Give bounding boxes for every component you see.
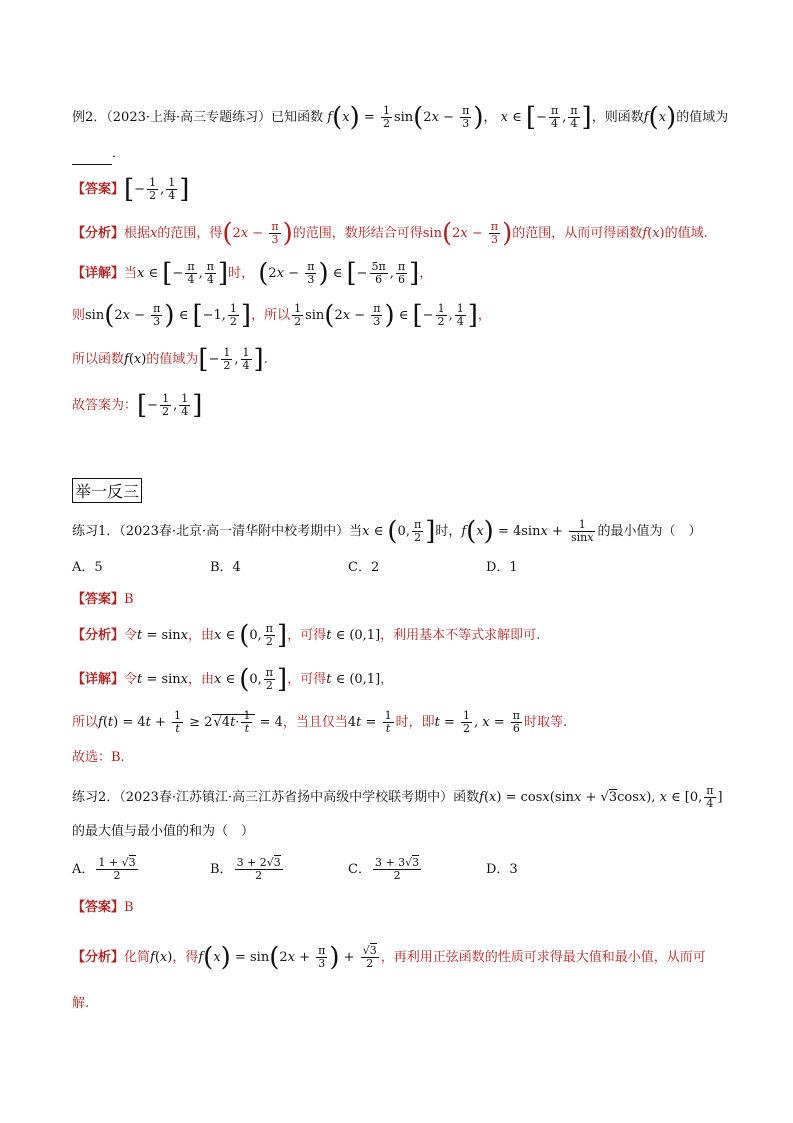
detail2-line2: 所以f(t) = 4t + $\frac{1}{t}$ ≥ 2√4t· $\frac{1}{t}$ = 4，当且仅当4t = $\frac{1}{t}$ 时，即t = $\frac{1}{2}$ , x = $\frac{\pi}{6}$ 时取等.	[72, 709, 568, 735]
detail1-line1: 【详解】当x ∈ [− $\frac{\pi}{4}$ , $\frac{\pi}{4}$ ]时， (2x − $\frac{\pi}{3}$ ) ∈ [− $\frac{5\pi}{6}$ , $\frac{\pi}{6}$ ]，	[72, 258, 433, 289]
answer-blank-line: ．	[72, 143, 733, 165]
exercise2-options	[72, 857, 733, 882]
example-label: 例2．	[72, 110, 107, 125]
detail2-line3: 故选：B.	[72, 750, 125, 765]
answer-blank	[72, 150, 112, 165]
analysis1-line: 【分析】根据x的范围，得(2x − $\frac{\pi}{3}$ )的范围，数形结合可得sin(2x − $\frac{\pi}{3}$ )的范围，从而可得函数f(x)的值域.	[72, 218, 708, 249]
exercise-label: 练习1．	[72, 524, 120, 539]
source-note: （2023春·北京·高一清华附中校考期中）	[119, 524, 350, 539]
option-d[interactable]: D．3	[486, 862, 518, 877]
detail-tag: 【详解】	[72, 672, 125, 687]
detail1-line4: 故答案为：[− $\frac{1}{2}$ , $\frac{1}{4}$ ]	[72, 390, 203, 421]
exercise2-line2: 的最大值与最小值的和为（ ）	[72, 824, 255, 839]
exercise2-line1: 练习2．（2023春·江苏镇江·高三江苏省扬中高级中学校联考期中）函数f(x) = cosx(sinx + √3cosx), x ∈ [0, $\frac{\pi}{4}$ ]	[72, 784, 723, 810]
option-d[interactable]: D．1	[486, 560, 518, 575]
option-b[interactable]: B． $\frac{3 + 2√3}{2}$	[210, 856, 281, 882]
option-c[interactable]: C．2	[348, 560, 380, 575]
exercise1-options	[72, 557, 733, 579]
analysis-tag: 【分析】	[72, 628, 125, 643]
option-a[interactable]: A． $\frac{1 + √3}{2}$	[72, 856, 136, 882]
answer-tag: 【答案】	[72, 900, 125, 915]
detail-tag: 【详解】	[72, 266, 125, 281]
example2-line: 例2．（2023·上海·高三专题练习）已知函数 f(x) = $\frac{1}{2}$ sin(2x − $\frac{\pi}{3}$ )， x ∈ [− $\frac{\pi}{4}$ , $\frac{\pi}{4}$ ]，则函数f(x)的值域为	[72, 102, 729, 133]
section-title: 举一反三	[72, 478, 142, 503]
option-a[interactable]: A．5	[72, 560, 103, 575]
option-b[interactable]: B．4	[210, 560, 241, 575]
analysis3-line1: 【分析】化简f(x)，得f(x) = sin(2x + $\frac{\pi}{3}$ ) + $\frac{√3}{2}$ ，再利用正弦函数的性质可求得最大值和最小值，从而可	[72, 942, 706, 973]
answer3-line: 【答案】B	[72, 900, 134, 915]
analysis3-line2: 解.	[72, 996, 90, 1011]
answer-tag: 【答案】	[72, 592, 125, 607]
analysis-tag: 【分析】	[72, 226, 125, 241]
analysis-tag: 【分析】	[72, 950, 125, 965]
detail1-line3: 所以函数f(x)的值域为[− $\frac{1}{2}$ , $\frac{1}{4}$ ].	[72, 344, 268, 375]
exercise1-line: 练习1．（2023春·北京·高一清华附中校考期中）当x ∈ (0, $\frac{\pi}{2}$ ]时，f(x) = 4sinx + $\frac{1}{\sin x}$ 的最小值为（ ）	[72, 516, 702, 547]
detail2-line1: 【详解】令t = sinx，由x ∈ (0, $\frac{\pi}{2}$ ]，可得t ∈ (0,1]，	[72, 664, 394, 695]
detail1-line2: 则sin(2x − $\frac{\pi}{3}$ ) ∈ [−1, $\frac{1}{2}$ ]，所以 $\frac{1}{2}$ sin(2x − $\frac{\pi}{3}$ ) ∈ [− $\frac{1}{2}$ , $\frac{1}{4}$ ]，	[72, 300, 491, 331]
source-note: （2023·上海·高三专题练习）	[106, 110, 272, 125]
option-c[interactable]: C． $\frac{3 + 3√3}{2}$	[348, 856, 420, 882]
analysis2-line: 【分析】令t = sinx，由x ∈ (0, $\frac{\pi}{2}$ ]，可得t ∈ (0,1]，利用基本不等式求解即可.	[72, 620, 541, 651]
answer-tag: 【答案】	[72, 182, 125, 197]
answer2-line: 【答案】B	[72, 592, 134, 607]
exercise-label: 练习2．	[72, 790, 120, 805]
source-note: （2023春·江苏镇江·高三江苏省扬中高级中学校联考期中）	[119, 790, 454, 805]
answer1-line: 【答案】[− $\frac{1}{2}$ , $\frac{1}{4}$ ]	[72, 174, 190, 205]
